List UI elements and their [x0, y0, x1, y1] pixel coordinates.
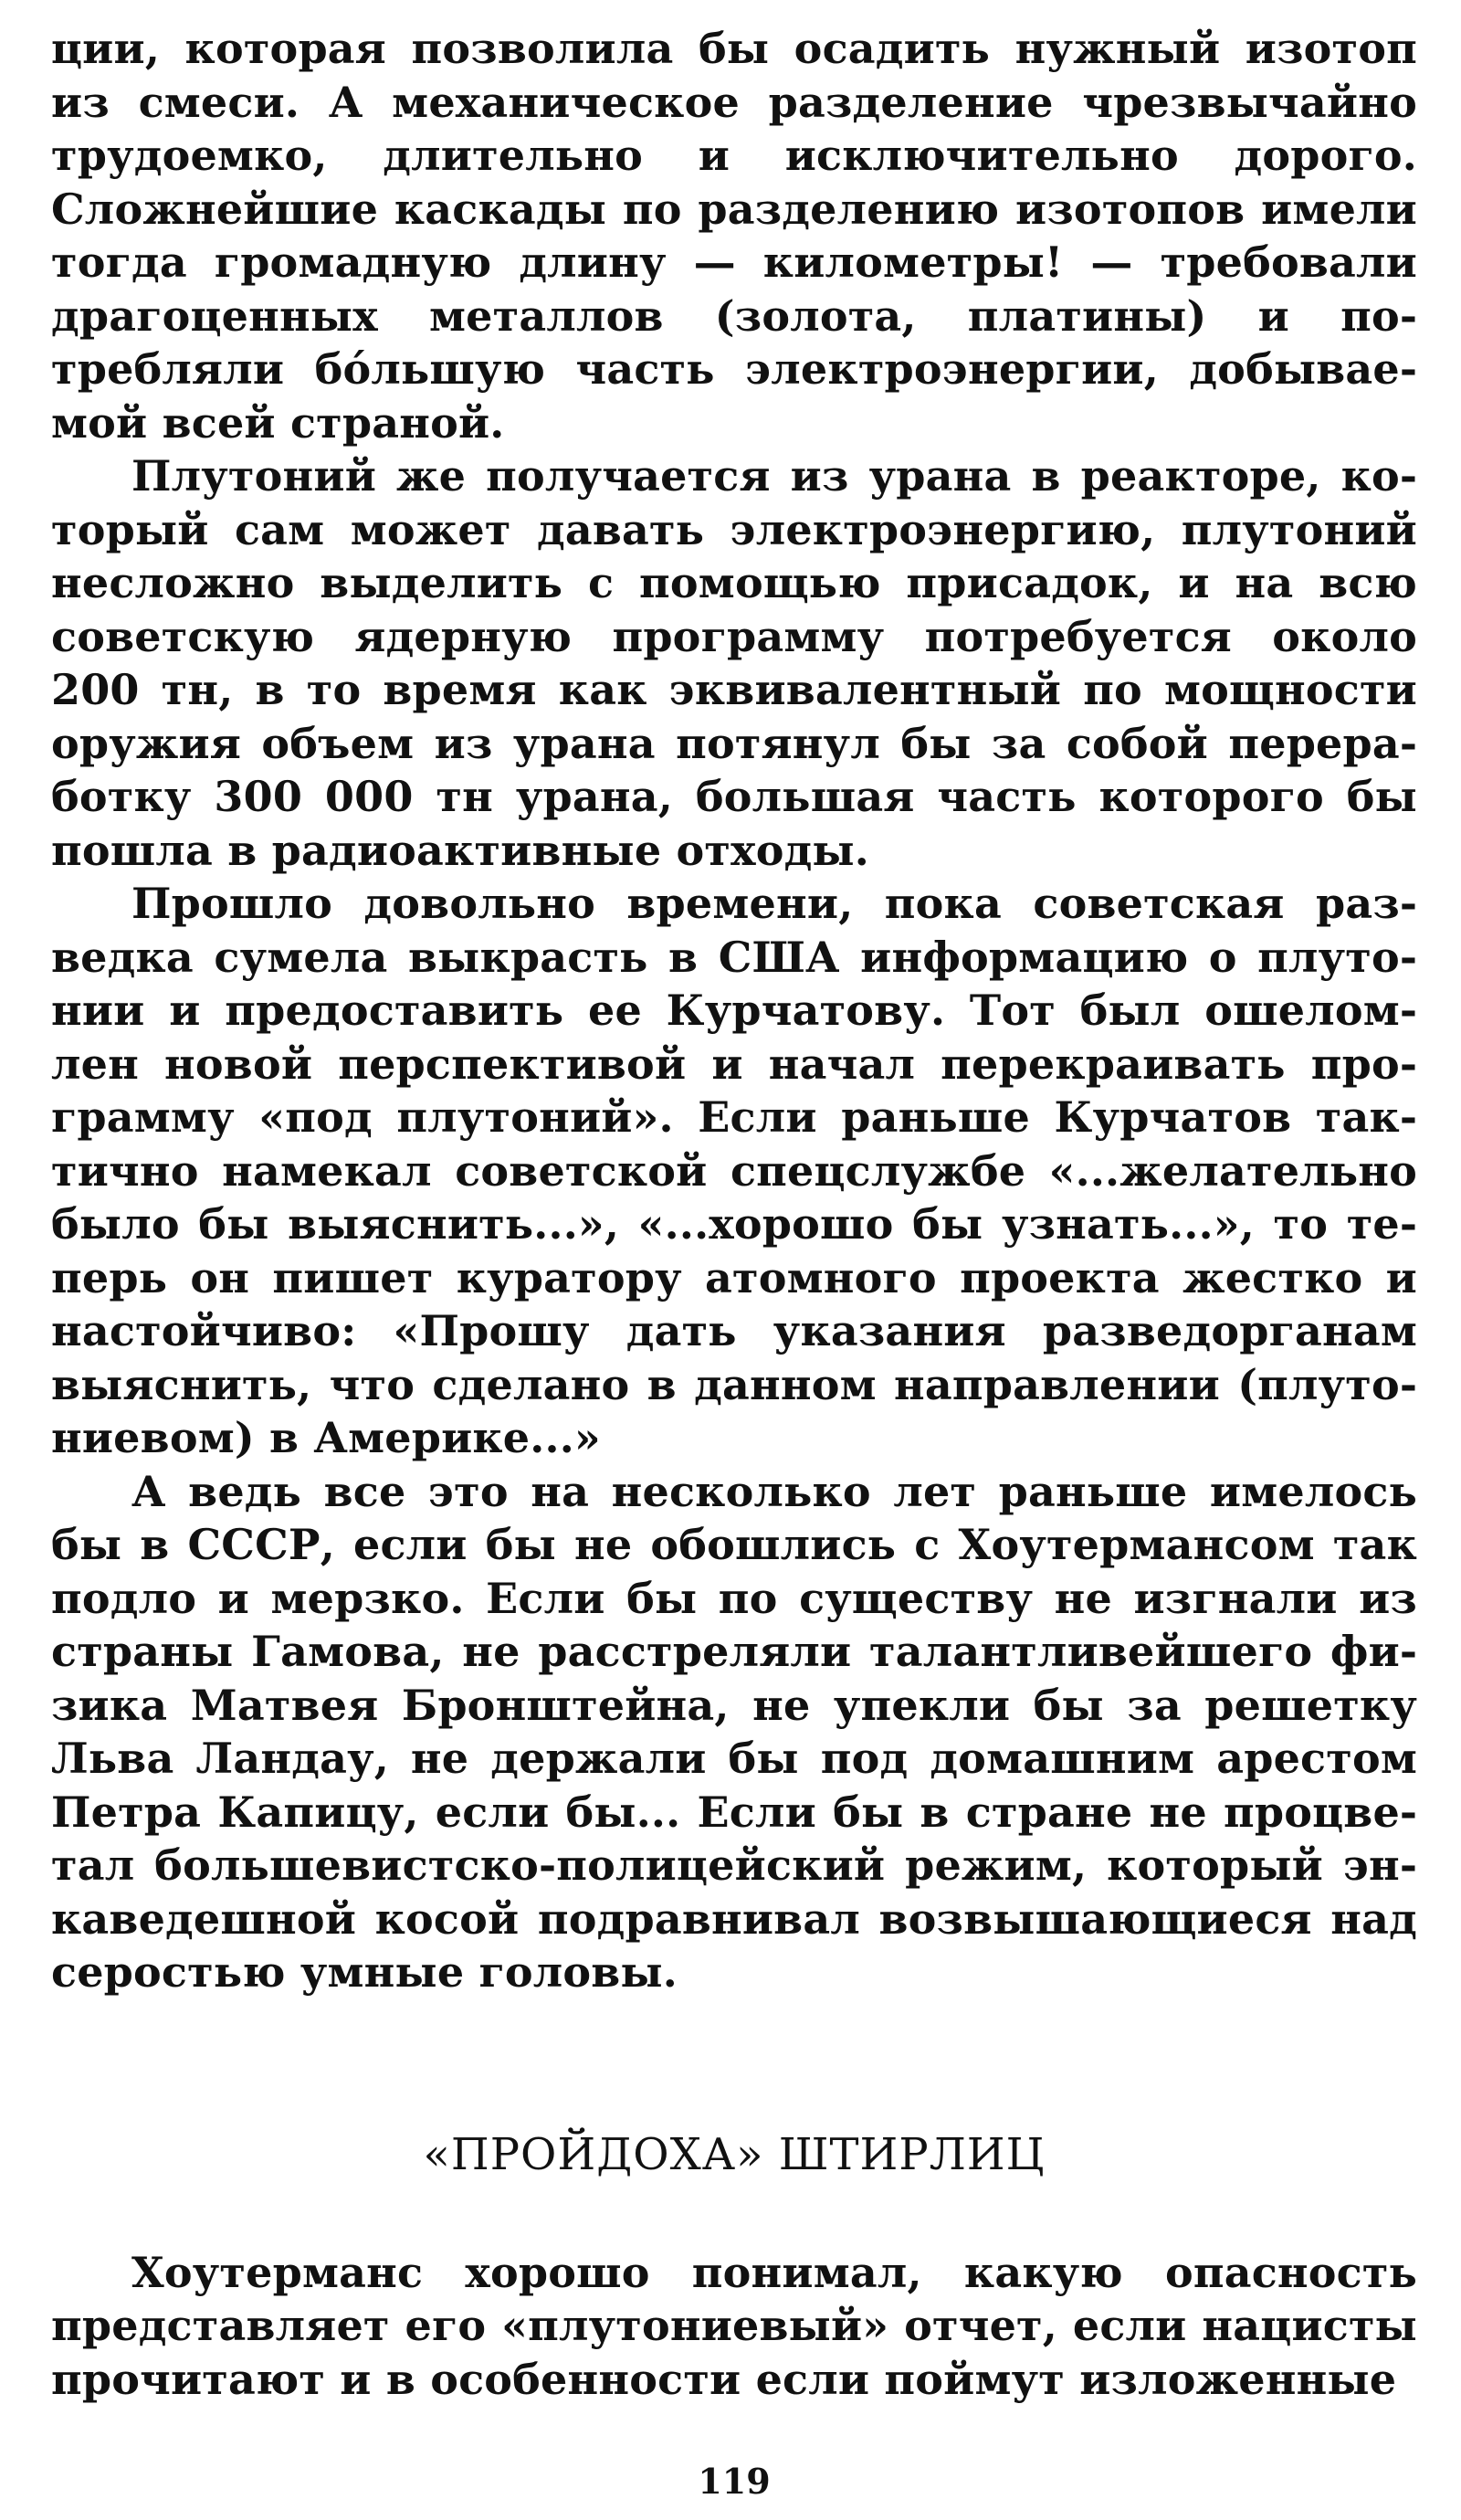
paragraph-soviet-intelligence: Прошло довольно времени, пока советская разведка сумела выкрасть в США информацию о плутонии и предоставить ее Курчатову. Тот был ошеломлен новой перспективой и начал перекраивать программу «под плутоний». Если раньше Курчатов тактично намекал советской спецслужбе «...желательно было бы выяснить...», «...хорошо бы узнать...», то теперь он пишет куратору атомного проекта жестко и настойчиво: «Прошу дать указания разведорганам выяснить, что сделано в данном направлении (плутониевом) в Америке...»: [51, 879, 1417, 1462]
paragraph-plutonium-reactor: Плутоний же получается из урана в реакторе, который сам может давать электроэнергию, плутоний несложно выделить с помощью присадок, и на всю советскую ядерную программу потребуется около 200 тн, в то время как эквивалентный по мощности оружия объем из урана потянул бы за собой переработку 300 000 тн урана, большая часть которого бы пошла в радиоактивные отходы.: [51, 451, 1417, 875]
paragraph-isotope-separation: ции, которая позволила бы осадить нужный изотоп из смеси. А механическое разделение чрезвычайно трудоемко, длительно и исключительно дорого. Сложнейшие каскады по разделению изотопов имели тогда громадную длину — километры! — требовали драгоценных металлов (золота, платины) и потребляли бо́льшую часть электроэнергии, добываемой всей страной.: [51, 24, 1417, 448]
paragraph-ussr-regime: А ведь все это на несколько лет раньше имелось бы в СССР, если бы не обошлись с Хоутермансом так подло и мерзко. Если бы по существу не изгнали из страны Гамова, не расстреляли талантливейшего физика Матвея Бронштейна, не упекли бы за решетку Льва Ландау, не держали бы под домашним арестом Петра Капицу, если бы... Если бы в стране не процветал большевистско-полицейский режим, который энкаведешной косой подравнивал возвышающиеся над серостью умные головы.: [51, 1466, 1417, 1997]
paragraph-houtermans-report: Хоутерманс хорошо понимал, какую опасность представляет его «плутониевый» отчет, если нацисты прочитают и в особенности если поймут изложенные: [51, 2247, 1417, 2404]
book-page: [51, 22, 1417, 2502]
page-number: 119: [698, 2461, 771, 2502]
section-heading: «ПРОЙДОХА» ШТИРЛИЦ: [423, 2128, 1046, 2180]
